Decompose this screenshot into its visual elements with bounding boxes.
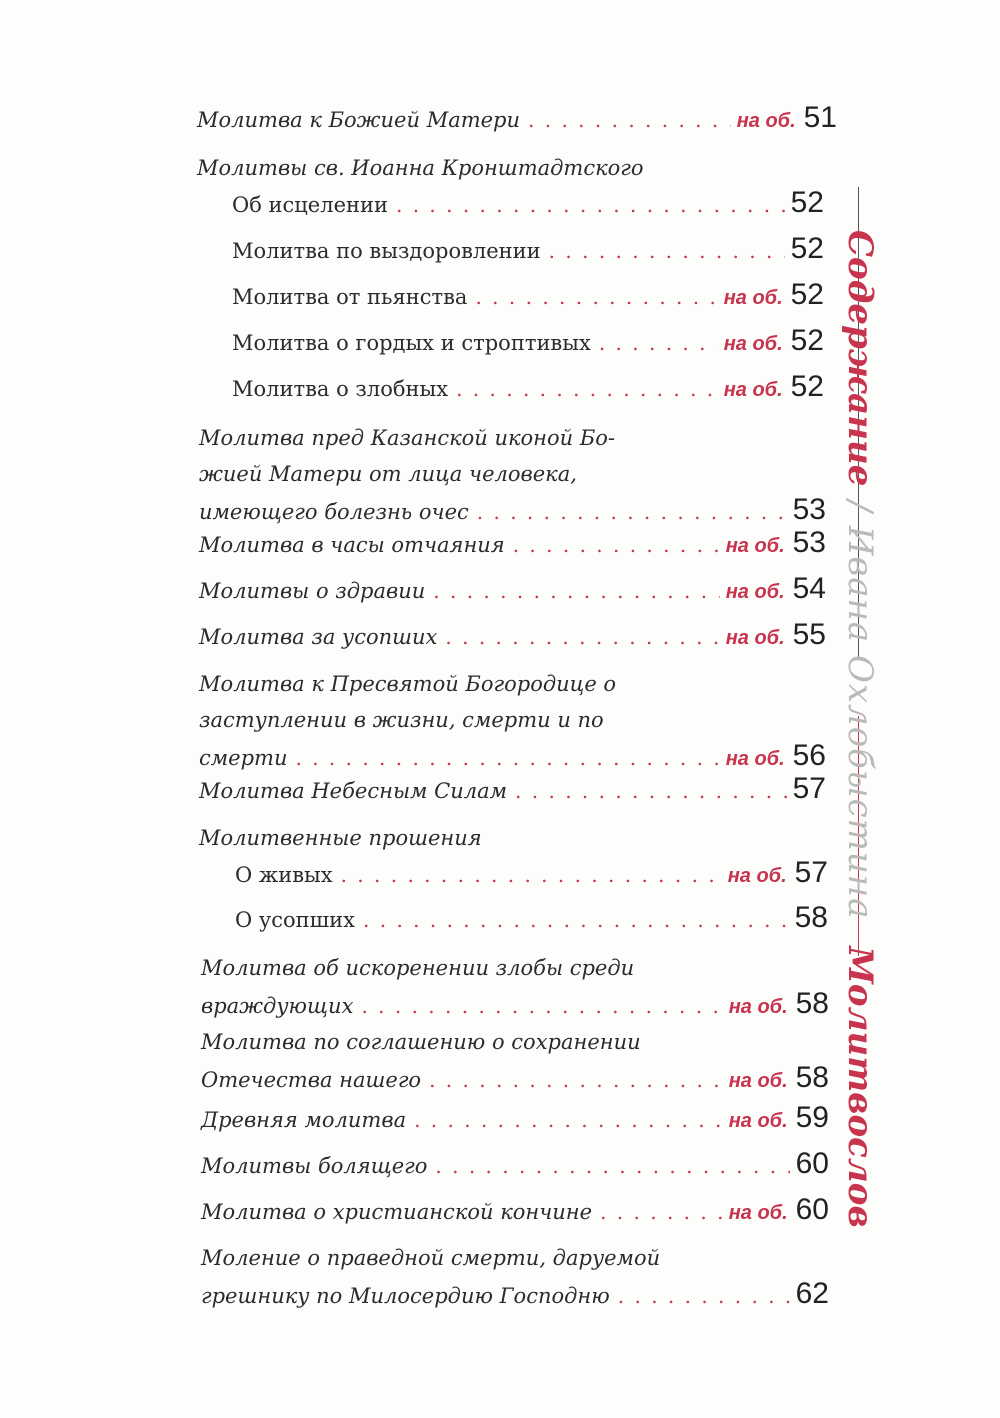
toc-entry-title: Молитвы св. Иоанна Кронштадтского — [197, 156, 644, 180]
toc-line — [201, 1024, 829, 1060]
toc-entry-title: Молитва в часы отчаяния — [199, 533, 505, 557]
toc-entry-title: Об исцелении — [232, 193, 388, 217]
dot-leader — [363, 902, 789, 938]
toc-line — [199, 702, 826, 738]
dot-leader — [618, 1278, 790, 1314]
toc-line — [232, 369, 824, 405]
on-back-label: на об. — [728, 996, 788, 1018]
toc-line — [199, 571, 826, 607]
dot-leader — [600, 1194, 723, 1230]
toc-entry[interactable] — [201, 950, 829, 1022]
dot-leader — [414, 1102, 723, 1138]
on-back-label: на об. — [728, 1110, 788, 1132]
toc-entry-title: Древняя молитва — [201, 1108, 407, 1132]
toc-entry-title: заступлении в жизни, смерти и по — [199, 708, 604, 732]
on-back-label: на об. — [727, 865, 787, 887]
toc-line — [235, 900, 828, 936]
toc-entry-title: имеющего болезнь очес — [199, 500, 469, 524]
dot-leader — [445, 619, 719, 655]
section-title: Содержание — [840, 230, 880, 487]
toc-line — [199, 666, 826, 702]
toc-entry[interactable] — [232, 369, 824, 405]
toc-entry-title: Молитва об искоренении злобы среди — [201, 956, 635, 980]
toc-line — [201, 1276, 829, 1312]
dot-leader — [513, 527, 720, 563]
toc-entry[interactable] — [199, 771, 826, 807]
toc-entry-title: Молитвы болящего — [201, 1154, 428, 1178]
toc-line — [199, 820, 826, 856]
page-number: 58 — [795, 1061, 829, 1094]
page-number: 56 — [792, 739, 826, 772]
toc-entry-title: Молитва пред Казанской иконой Бо- — [199, 426, 616, 450]
page-number: 52 — [790, 370, 824, 403]
toc-entry[interactable] — [235, 855, 828, 891]
dot-leader — [341, 857, 722, 893]
toc-line — [197, 100, 837, 136]
on-back-label: на об. — [725, 748, 785, 770]
toc-line — [199, 420, 826, 456]
on-back-label: на об. — [736, 110, 796, 132]
on-back-label: на об. — [723, 287, 783, 309]
on-back-label: на об. — [723, 379, 783, 401]
toc-entry-title: Молитва от пьянства — [232, 285, 468, 309]
running-head-text — [840, 230, 880, 1228]
page-number: 52 — [790, 324, 824, 357]
toc-entry[interactable] — [199, 420, 826, 528]
dot-leader — [435, 1148, 789, 1184]
toc-line — [201, 950, 829, 986]
toc-line — [199, 617, 826, 653]
dot-leader — [396, 187, 785, 223]
toc-entry-title: Моление о праведной смерти, даруемой — [201, 1246, 661, 1270]
toc-entry[interactable] — [201, 1146, 829, 1182]
toc-line — [232, 231, 824, 267]
toc-line — [232, 323, 824, 359]
page-number: 52 — [790, 186, 824, 219]
toc-entry-title: Молитва по выздоровлении — [232, 239, 541, 263]
dot-leader — [475, 279, 717, 315]
toc-entry-title: Молитва за усопших — [199, 625, 438, 649]
page-number: 52 — [790, 278, 824, 311]
on-back-label: на об. — [725, 627, 785, 649]
toc-line — [201, 1100, 829, 1136]
on-back-label: на об. — [725, 535, 785, 557]
toc-entry[interactable] — [235, 900, 828, 936]
on-back-label: на об. — [725, 581, 785, 603]
dot-leader — [528, 102, 731, 138]
toc-entry[interactable] — [201, 1100, 829, 1136]
toc-entry-title: смерти — [199, 746, 288, 770]
toc-line — [201, 1240, 829, 1276]
toc-entry-title: Молитва к Пресвятой Богородице о — [199, 672, 617, 696]
toc-entry[interactable] — [197, 100, 837, 136]
page-number: 54 — [792, 572, 826, 605]
toc-section-heading[interactable] — [197, 150, 837, 186]
toc-entry[interactable] — [199, 617, 826, 653]
toc-line — [197, 150, 837, 186]
page-number: 55 — [792, 618, 826, 651]
dot-leader — [433, 573, 719, 609]
toc-entry[interactable] — [232, 185, 824, 221]
toc-entry-title: Молитва о христианской кончине — [201, 1200, 593, 1224]
on-back-label: на об. — [728, 1070, 788, 1092]
dot-leader — [456, 371, 718, 407]
toc-line — [201, 1192, 829, 1228]
toc-section-heading[interactable] — [199, 820, 826, 856]
dot-leader — [361, 988, 722, 1024]
toc-line — [232, 185, 824, 221]
page-number: 60 — [795, 1147, 829, 1180]
dot-leader — [515, 773, 787, 809]
toc-entry[interactable] — [199, 666, 826, 774]
toc-entry-title: Молитва к Божией Матери — [197, 108, 521, 132]
dot-leader — [599, 325, 718, 361]
toc-line — [199, 492, 826, 528]
toc-line — [199, 738, 826, 774]
toc-entry-title: О усопших — [235, 908, 356, 932]
toc-entry[interactable] — [232, 277, 824, 313]
page-number: 60 — [795, 1193, 829, 1226]
toc-entry-title: Молитвы о здравии — [199, 579, 426, 603]
page-number: 58 — [795, 987, 829, 1020]
on-back-label: на об. — [723, 333, 783, 355]
toc-entry[interactable] — [201, 1024, 829, 1096]
toc-line — [199, 525, 826, 561]
page-number: 59 — [795, 1101, 829, 1134]
page-number: 52 — [790, 232, 824, 265]
page-number: 58 — [794, 901, 828, 934]
toc-entry-title: О живых — [235, 863, 333, 887]
page-number: 51 — [803, 101, 837, 134]
author-name: Ивана Охлобыстина — [840, 525, 880, 920]
toc-entry-title: Молитвенные прошения — [199, 826, 482, 850]
toc-entry-title: Отечества нашего — [201, 1068, 422, 1092]
page-number: 62 — [795, 1277, 829, 1310]
toc-entry-title: Молитва о злобных — [232, 377, 449, 401]
toc-line — [232, 277, 824, 313]
toc-entry-title: враждующих — [201, 994, 354, 1018]
toc-entry[interactable] — [232, 323, 824, 359]
toc-line — [201, 986, 829, 1022]
toc-entry[interactable] — [199, 525, 826, 561]
toc-entry-title: Молитва Небесным Силам — [199, 779, 508, 803]
toc-line — [235, 855, 828, 891]
toc-entry[interactable] — [232, 231, 824, 267]
page-number: 57 — [792, 772, 826, 805]
dot-leader — [429, 1062, 723, 1098]
page-number: 53 — [792, 526, 826, 559]
book-title: Молитвослов — [840, 946, 880, 1228]
toc-entry[interactable] — [199, 571, 826, 607]
page-number: 53 — [792, 493, 826, 526]
toc-line — [199, 771, 826, 807]
page-number: 57 — [794, 856, 828, 889]
toc-entry[interactable] — [201, 1192, 829, 1228]
toc-entry-title: Молитва о гордых и строптивых — [232, 331, 591, 355]
toc-entry-title: грешнику по Милосердию Господню — [201, 1284, 610, 1308]
toc-line — [201, 1146, 829, 1182]
dot-leader — [549, 233, 785, 269]
toc-entry-title: жией Матери от лица человека, — [199, 462, 577, 486]
toc-line — [199, 456, 826, 492]
separator-slash-icon: / — [840, 500, 880, 512]
toc-entry-title: Молитва по соглашению о сохранении — [201, 1030, 641, 1054]
toc-entry[interactable] — [201, 1240, 829, 1312]
toc-line — [201, 1060, 829, 1096]
on-back-label: на об. — [728, 1202, 788, 1224]
